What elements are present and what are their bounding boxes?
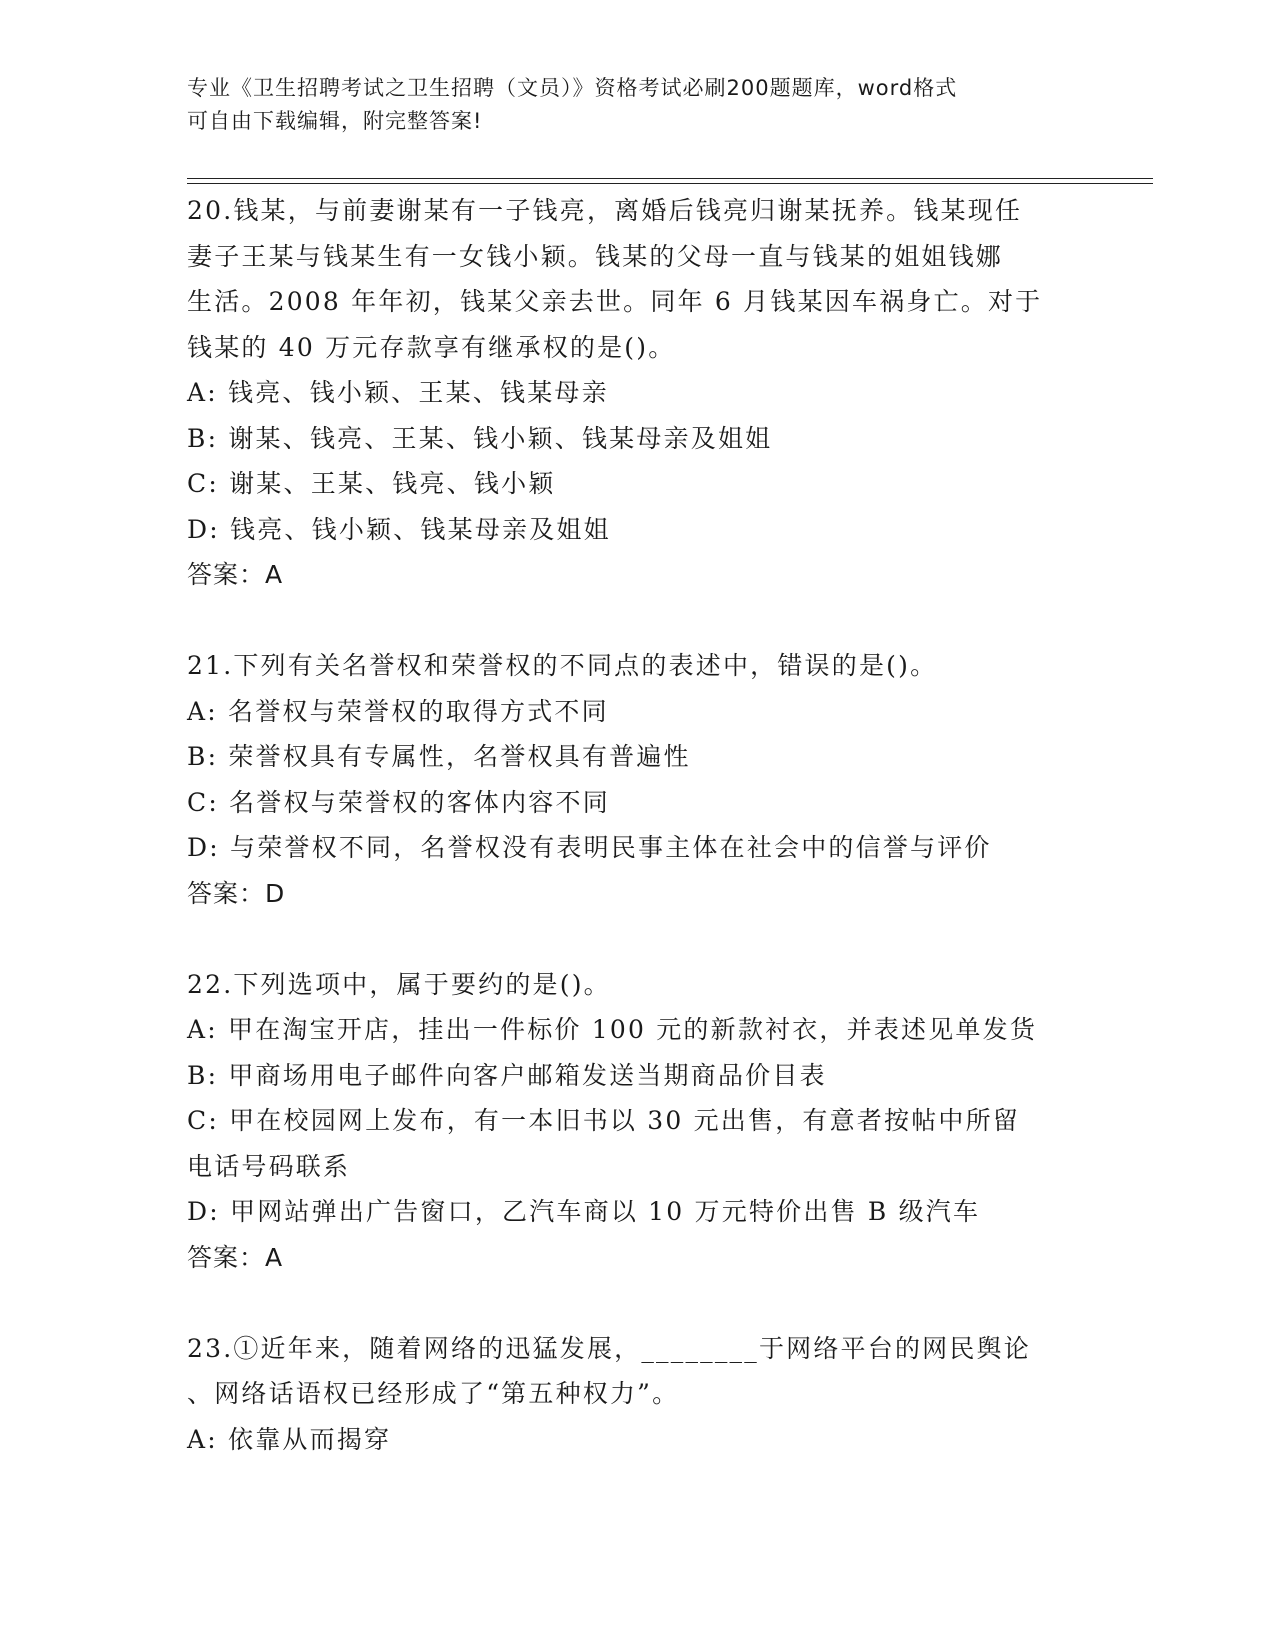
answer-key: 答案：A [187,1242,284,1272]
question-stem-line: 妻子王某与钱某生有一女钱小颖。钱某的父母一直与钱某的姐姐钱娜 [187,241,1004,271]
answer-option: D: 与荣誉权不同，名誉权没有表明民事主体在社会中的信誉与评价 [187,833,992,862]
question-block [187,1326,1087,1463]
question-spacer [187,916,1087,962]
answer-option: A: 钱亮、钱小颖、王某、钱某母亲 [187,378,609,407]
answer-option: B: 谢某、钱亮、王某、钱小颖、钱某母亲及姐姐 [187,423,773,453]
question-list [187,188,1087,1462]
question-stem-line: 23.①近年来，随着网络的迅猛发展，________于网络平台的网民舆论 [187,1333,1031,1363]
answer-option: A: 依靠从而揭穿 [187,1424,392,1454]
question-stem-line: 、网络话语权已经形成了“第五种权力”。 [187,1379,680,1408]
question-block [187,962,1087,1281]
answer-key: 答案：A [187,560,284,589]
question-stem-line: 生活。2008 年年初，钱某父亲去世。同年 6 月钱某因车祸身亡。对于 [187,287,1043,316]
answer-option: D: 钱亮、钱小颖、钱某母亲及姐姐 [187,514,611,544]
page-header [187,72,1067,138]
answer-option: A: 名誉权与荣誉权的取得方式不同 [187,696,609,726]
answer-option: D: 甲网站弹出广告窗口，乙汽车商以 10 万元特价出售 B 级汽车 [187,1197,981,1226]
question-block [187,643,1087,916]
question-stem-line: 钱某的 40 万元存款享有继承权的是()。 [187,332,676,362]
answer-option: B: 甲商场用电子邮件向客户邮箱发送当期商品价目表 [187,1060,827,1090]
answer-option: C: 甲在校园网上发布，有一本旧书以 30 元出售，有意者按帖中所留 [187,1106,1021,1135]
question-stem-line: 22.下列选项中，属于要约的是()。 [187,969,611,999]
header-divider [187,183,1153,184]
header-divider [187,178,1153,179]
header-line: 可自由下载编辑，附完整答案! [187,109,483,133]
header-line: 专业《卫生招聘考试之卫生招聘（文员）》资格考试必刷200题题库，word格式 [187,76,958,100]
question-spacer [187,598,1087,644]
answer-key: 答案：D [187,878,286,908]
answer-option: A: 甲在淘宝开店，挂出一件标价 100 元的新款衬衣，并表述见单发货 [187,1015,1038,1044]
answer-option: 电话号码联系 [187,1151,351,1181]
question-stem-line: 21.下列有关名誉权和荣誉权的不同点的表述中，错误的是()。 [187,651,938,680]
question-block [187,188,1087,598]
question-spacer [187,1280,1087,1326]
question-stem-line: 20.钱某，与前妻谢某有一子钱亮，离婚后钱亮归谢某抚养。钱某现任 [187,196,1023,225]
answer-option: C: 名誉权与荣誉权的客体内容不同 [187,787,610,817]
answer-option: B: 荣誉权具有专属性，名誉权具有普遍性 [187,742,691,771]
answer-option: C: 谢某、王某、钱亮、钱小颖 [187,469,556,498]
